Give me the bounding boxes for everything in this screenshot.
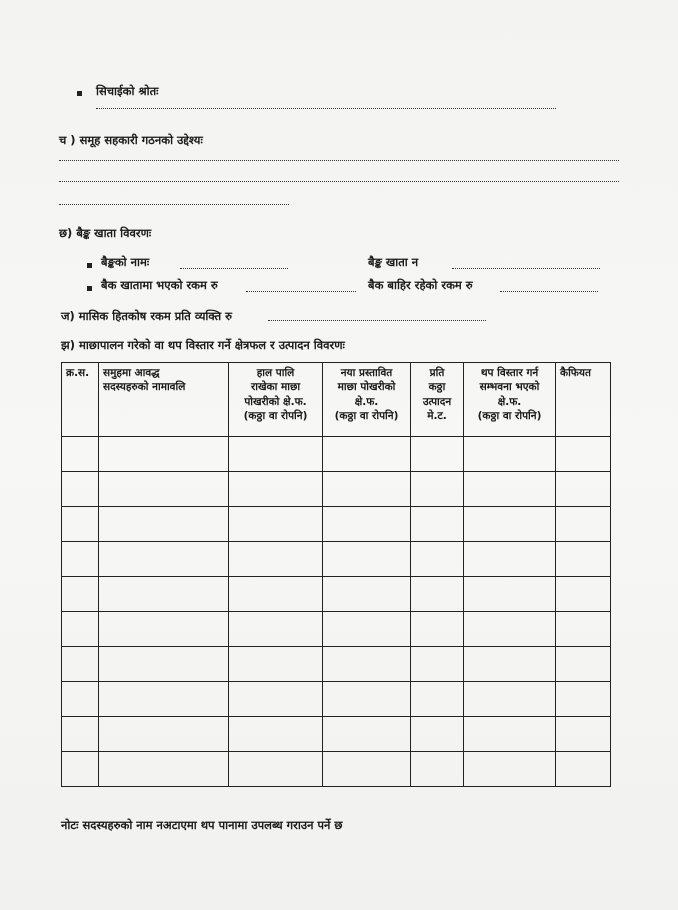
table-cell[interactable] <box>411 507 464 542</box>
table-cell[interactable] <box>62 472 99 507</box>
table-cell[interactable] <box>411 437 464 472</box>
table-cell[interactable] <box>323 612 411 647</box>
bank-name-label: बैङ्कको नामः <box>101 255 150 269</box>
table-cell[interactable] <box>229 717 323 752</box>
table-cell[interactable] <box>323 542 411 577</box>
bank-name-field[interactable] <box>180 268 288 269</box>
table-cell[interactable] <box>556 647 611 682</box>
col-remarks-header: कैफियत <box>556 363 611 437</box>
table-cell[interactable] <box>99 647 229 682</box>
deposit-field[interactable] <box>246 291 356 292</box>
table-cell[interactable] <box>411 612 464 647</box>
table-row <box>62 577 611 612</box>
table-cell[interactable] <box>229 472 323 507</box>
account-number-label: बैङ्क खाता न <box>368 255 419 269</box>
col-production-header: प्रति कठ्ठा उत्पादन मे.ट. <box>411 363 464 437</box>
irrigation-source-field[interactable] <box>96 108 556 109</box>
outside-amount-label: बैक बाहिर रहेको रकम रु <box>368 278 473 292</box>
table-cell[interactable] <box>99 507 229 542</box>
table-header-row <box>62 363 611 437</box>
table-cell[interactable] <box>464 717 556 752</box>
table-cell[interactable] <box>99 682 229 717</box>
col-expansion-header: थप विस्तार गर्न सम्भवना भएको क्षे.फ. (कठ्ठा वा रोपनि) <box>464 363 556 437</box>
table-row <box>62 472 611 507</box>
table-cell[interactable] <box>556 612 611 647</box>
table-cell[interactable] <box>323 752 411 787</box>
table-cell[interactable] <box>99 717 229 752</box>
table-cell[interactable] <box>411 752 464 787</box>
table-row <box>62 752 611 787</box>
fish-farming-table <box>61 362 611 787</box>
table-cell[interactable] <box>229 752 323 787</box>
table-cell[interactable] <box>229 682 323 717</box>
table-cell[interactable] <box>411 472 464 507</box>
table-cell[interactable] <box>323 717 411 752</box>
table-cell[interactable] <box>323 472 411 507</box>
deposit-label: बैक खातामा भएको रकम रु <box>101 278 218 292</box>
bullet-icon <box>87 286 92 291</box>
table-cell[interactable] <box>411 577 464 612</box>
table-cell[interactable] <box>62 717 99 752</box>
table-cell[interactable] <box>62 647 99 682</box>
outside-amount-field[interactable] <box>500 291 598 292</box>
table-cell[interactable] <box>411 647 464 682</box>
table-cell[interactable] <box>464 507 556 542</box>
table-cell[interactable] <box>323 682 411 717</box>
table-cell[interactable] <box>62 437 99 472</box>
table-row <box>62 647 611 682</box>
table-cell[interactable] <box>464 612 556 647</box>
table-row <box>62 682 611 717</box>
table-cell[interactable] <box>62 507 99 542</box>
table-cell[interactable] <box>229 437 323 472</box>
table-cell[interactable] <box>556 682 611 717</box>
table-row <box>62 507 611 542</box>
table-cell[interactable] <box>323 507 411 542</box>
table-cell[interactable] <box>229 507 323 542</box>
table-cell[interactable] <box>229 612 323 647</box>
table-cell[interactable] <box>464 647 556 682</box>
table-cell[interactable] <box>99 437 229 472</box>
table-cell[interactable] <box>464 752 556 787</box>
table-cell[interactable] <box>556 542 611 577</box>
table-cell[interactable] <box>556 752 611 787</box>
table-cell[interactable] <box>62 612 99 647</box>
table-row <box>62 437 611 472</box>
table-cell[interactable] <box>229 542 323 577</box>
footnote: नोटः सदस्यहरुको नाम नअटाएमा थप पानामा उपलब्ध गराउन पर्ने छ <box>61 818 343 832</box>
table-cell[interactable] <box>62 682 99 717</box>
table-cell[interactable] <box>99 577 229 612</box>
table-cell[interactable] <box>323 577 411 612</box>
table-cell[interactable] <box>99 472 229 507</box>
table-row <box>62 542 611 577</box>
objective-line-1[interactable] <box>59 160 619 161</box>
section-cha-heading: च ) समूह सहकारी गठनको उद्देश्यः <box>59 133 203 147</box>
table-cell[interactable] <box>62 577 99 612</box>
table-row <box>62 717 611 752</box>
table-cell[interactable] <box>464 542 556 577</box>
table-cell[interactable] <box>556 437 611 472</box>
table-cell[interactable] <box>556 472 611 507</box>
objective-line-2[interactable] <box>59 181 619 182</box>
table-cell[interactable] <box>323 437 411 472</box>
table-cell[interactable] <box>229 647 323 682</box>
bullet-icon <box>77 91 82 96</box>
table-cell[interactable] <box>99 542 229 577</box>
table-cell[interactable] <box>229 577 323 612</box>
objective-line-3[interactable] <box>59 204 289 205</box>
table-cell[interactable] <box>556 577 611 612</box>
col-members-header: समुहमा आवद्ध सदस्यहरुको नामावलि <box>99 363 229 437</box>
table-cell[interactable] <box>556 717 611 752</box>
monthly-fund-field[interactable] <box>268 320 486 321</box>
table-cell[interactable] <box>464 472 556 507</box>
table-cell[interactable] <box>99 612 229 647</box>
table-cell[interactable] <box>99 752 229 787</box>
table-cell[interactable] <box>411 717 464 752</box>
table-cell[interactable] <box>464 437 556 472</box>
section-chha-heading: छ) बैङ्क खाता विवरणः <box>59 226 152 240</box>
table-body <box>62 437 611 787</box>
table-cell[interactable] <box>464 682 556 717</box>
table-cell[interactable] <box>62 752 99 787</box>
table-cell[interactable] <box>62 542 99 577</box>
col-current-pond-header: हाल पालि राखेका माछा पोखरीको क्षे.फ. (कठ्ठा वा रोपनि) <box>229 363 323 437</box>
col-serial-header: क्र.स. <box>62 363 99 437</box>
irrigation-source-label: सिचाईको श्रोतः <box>96 84 159 98</box>
bullet-icon <box>87 263 92 268</box>
table-cell[interactable] <box>411 682 464 717</box>
section-jha-heading: झ) माछापालन गरेको वा थप विस्तार गर्ने क्षेत्रफल र उत्पादन विवरणः <box>61 338 345 352</box>
account-number-field[interactable] <box>452 268 600 269</box>
table-cell[interactable] <box>323 647 411 682</box>
table-cell[interactable] <box>411 542 464 577</box>
section-ja-heading: ज) मासिक हितकोष रकम प्रति व्यक्ति रु <box>61 309 233 323</box>
table-cell[interactable] <box>556 507 611 542</box>
col-proposed-pond-header: नया प्रस्तावित माछा पोखरीको क्षे.फ. (कठ्ठा वा रोपनि) <box>323 363 411 437</box>
table-cell[interactable] <box>464 577 556 612</box>
table-row <box>62 612 611 647</box>
